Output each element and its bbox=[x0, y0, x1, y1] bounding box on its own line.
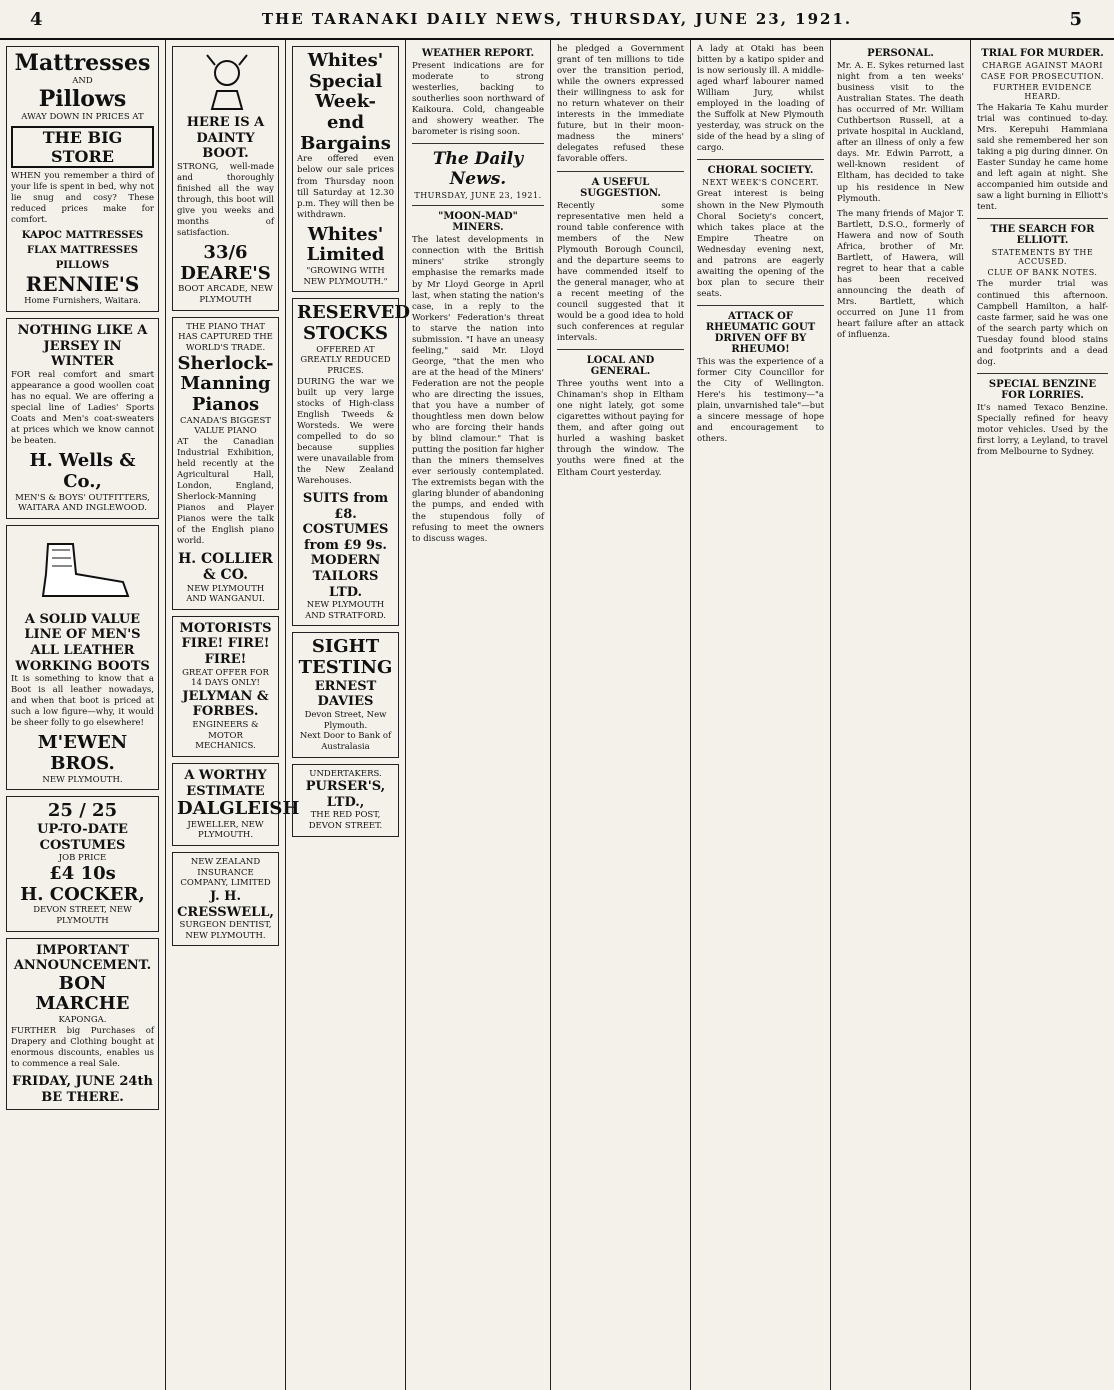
divider bbox=[557, 171, 684, 172]
purser-name: PURSER'S, LTD., bbox=[305, 779, 386, 810]
job-label: JOB PRICE bbox=[58, 853, 107, 864]
ad-title: Whites' Special Week-end Bargains bbox=[300, 50, 391, 154]
ad-body: WHEN you remember a third of your life is spent in bed, why not lie snug and cosy? These reduced prices make for comfort. bbox=[11, 171, 154, 226]
divider bbox=[697, 159, 824, 160]
job-price: £4 10s bbox=[49, 862, 116, 884]
ad-body: AT the Canadian Industrial Exhibition, held recently at the Agricultural Hall, London, England, Sherlock-Manning Pianos and Player Pianos were the talk of the English piano world. bbox=[177, 436, 274, 547]
trial-heading: TRIAL FOR MURDER. bbox=[981, 48, 1104, 59]
ad-sub: CANADA'S BIGGEST VALUE PIANO bbox=[180, 415, 271, 437]
wells-name: H. Wells & Co., bbox=[29, 450, 136, 492]
search-sub: STATEMENTS BY THE ACCUSED. bbox=[991, 248, 1094, 267]
insurance-ad bbox=[172, 852, 279, 946]
column-6 bbox=[690, 40, 830, 1390]
motorists-ad bbox=[172, 616, 279, 757]
cocker-name: H. COCKER, bbox=[20, 883, 145, 905]
modern-name: MODERN TAILORS LTD. bbox=[310, 553, 381, 600]
search-body: The murder trial was continued this afternoon. Campbell Hamilton, a half-caste farmer, said he was one of the search party which on Tuesday found blood stains and footprints and a dead dog. bbox=[977, 279, 1108, 367]
ad-tag: AWAY DOWN IN PRICES AT bbox=[21, 112, 144, 123]
rennie-sub: Home Furnishers, Waitara. bbox=[24, 296, 141, 307]
ad-title: Sherlock-Manning Pianos bbox=[177, 352, 274, 415]
local-heading: LOCAL AND GENERAL. bbox=[586, 355, 655, 378]
weather-body: Present indications are for moderate to strong westerlies, backing to southerlies soon northward of Kaikoura. Cold, changeable and showery weather. The barometer is rising soon. bbox=[412, 61, 544, 138]
article-body: he pledged a Government grant of ten millions to tide over the transition period, while the owners expressed their willingness to ask for no return whatever on their interests in the immediate future, but in their moon-madness the miners' delegates refused these favorable offers. bbox=[557, 44, 684, 165]
trial-sub-2: CASE FOR PROSECUTION. bbox=[980, 72, 1105, 81]
jersey-ad bbox=[6, 318, 159, 519]
modern-sub: NEW PLYMOUTH AND STRATFORD. bbox=[305, 600, 386, 621]
personal-body: Mr. A. E. Sykes returned last night from a ten weeks' business visit to the Australian States. The death has occurred of Mr. William Cuthbertson Russell, at a private hospital in Auckland, after an illness of only a few days. Mr. Edwin Parrott, a well-known resident of Eltham, has decided to take up his residence in New Plymouth. bbox=[837, 61, 964, 204]
dateline: THURSDAY, JUNE 23, 1921. bbox=[414, 191, 542, 201]
personal-body-2: The many friends of Major T. Bartlett, D.S.O., formerly of Hawera and now of South Africa, brother of Mr. Bartlett, of Hawera, will regret to hear that a cable has been received announcing the death of Mrs. Bartlett, which occurred on June 11 from heart failure after an attack of influenza. bbox=[837, 208, 964, 341]
ad-tag: UNDERTAKERS. bbox=[309, 768, 382, 779]
divider bbox=[977, 218, 1108, 219]
ad-body: It is something to know that a Boot is all leather nowadays, and when that boot is priced at such a low figure—why, it would be sheer folly to go elsewhere! bbox=[11, 674, 154, 729]
divider bbox=[977, 373, 1108, 374]
marche-name: BON MARCHE bbox=[35, 972, 130, 1015]
dalgleish-ad bbox=[172, 763, 300, 846]
editorial-body: The latest developments in connection with the British miners' strike strongly emphasise the remarks made by Mr Lloyd George in April last, when stating the nation's case, in a reply to the Workers' Federation's threat to starve the nation into submission. "I have an uneasy feeling," said Mr. Lloyd George, "that the men who are at the head of the Miners' Federation are not the people who are directing the issues, that you have a number of thoughtless men down below who are forcing their hands by blind clamour." That is putting the position far higher than the miners themselves ever seriously contemplated. The extremists began with the glaring blunder of abandoning the pumps, and ended with the stupendous folly of refusing to meet the owners to discuss wages. bbox=[412, 235, 544, 544]
search-sub-2: CLUE OF BANK NOTES. bbox=[987, 268, 1098, 278]
gout-heading: ATTACK OF RHEUMATIC GOUT DRIVEN OFF BY RHEUMO! bbox=[705, 310, 816, 355]
ad-title-2: Pillows bbox=[38, 85, 127, 112]
fire-sub: GREAT OFFER FOR 14 DAYS ONLY! bbox=[182, 667, 269, 689]
benzine-heading: SPECIAL BENZINE FOR LORRIES. bbox=[988, 378, 1097, 401]
choral-sub: NEXT WEEK'S CONCERT. bbox=[702, 178, 819, 188]
ad-title: A SOLID VALUE LINE OF MEN'S ALL LEATHER WORKING BOOTS bbox=[15, 611, 150, 674]
piano-ad bbox=[172, 317, 279, 610]
jelyman-sub: ENGINEERS & MOTOR MECHANICS. bbox=[192, 720, 259, 752]
page-number-left: 4 bbox=[30, 8, 45, 30]
nameplate: The Daily News. bbox=[432, 149, 524, 190]
ad-tag: UP-TO-DATE COSTUMES bbox=[37, 822, 128, 853]
cresswell-name: J. H. CRESSWELL, bbox=[177, 888, 274, 920]
sight-ad bbox=[292, 632, 399, 757]
flax-heading: FLAX MATTRESSES bbox=[27, 245, 138, 257]
editorial-heading: "MOON-MAD" MINERS. bbox=[438, 211, 518, 234]
divider bbox=[557, 349, 684, 350]
collier-sub: NEW PLYMOUTH AND WANGANUI. bbox=[186, 583, 265, 605]
ad-body: Are offered even below our sale prices from Thursday noon till Saturday at 12.30 p.m. They will then be withdrawn. bbox=[297, 154, 394, 220]
marche-ad bbox=[6, 938, 159, 1111]
ad-body: FOR real comfort and smart appearance a good woollen coat has no equal. We are offering a special line of Ladies' Sports Coats and Men's coat-sweaters at prices which we know cannot be beaten. bbox=[11, 369, 154, 447]
choral-heading: CHORAL SOCIETY. bbox=[707, 165, 814, 177]
column-4 bbox=[405, 40, 550, 1390]
divider bbox=[412, 205, 544, 206]
column-1 bbox=[0, 40, 165, 1390]
gout-body: This was the experience of a former City Councillor for the City of Wellington. Here's his testimony—"a plain, unvarnished tale"—but a sincere message of hope and encouragement to others. bbox=[697, 356, 824, 445]
column-5 bbox=[550, 40, 690, 1390]
masthead-title: THE TARANAKI DAILY NEWS, THURSDAY, JUNE 23, 1921. bbox=[261, 10, 853, 28]
divider bbox=[697, 305, 824, 306]
ad-title: MOTORISTS bbox=[179, 620, 272, 636]
trial-body: The Hakaria Te Kahu murder trial was continued to-day. Mrs. Kerepuhi Hammiana said she remembered her son taking a pig during dinner. On Easter Sunday he came home and left again at night. She accompanied him outside and saw a light burning in Elliott's tent. bbox=[977, 103, 1108, 213]
whites-ad bbox=[292, 46, 399, 292]
marche-sub: KAPONGA. bbox=[58, 1015, 107, 1026]
deare-sub: BOOT ARCADE, NEW PLYMOUTH bbox=[178, 284, 273, 306]
choral-body: Great interest is being shown in the New Plymouth Choral Society's concert, which takes place at the Empire Theatre on Wednesday evening next, and patrons are eagerly awaiting the opening of the box plan to secure their seats. bbox=[697, 189, 824, 299]
insurance-name: NEW ZEALAND INSURANCE COMPANY, LIMITED bbox=[180, 857, 271, 889]
column-8 bbox=[970, 40, 1114, 1390]
dalgleish-name: DALGLEISH bbox=[177, 798, 300, 820]
deare-name: DEARE'S bbox=[180, 262, 271, 284]
reserved-ad bbox=[292, 298, 411, 626]
davies-name: ERNEST DAVIES bbox=[314, 678, 377, 710]
rennie-name: RENNIE'S bbox=[25, 272, 140, 297]
store-name: THE BIG STORE bbox=[11, 126, 154, 168]
ad-tag: THE PIANO THAT HAS CAPTURED THE WORLD'S TRADE. bbox=[178, 321, 273, 353]
pillows-heading: PILLOWS bbox=[55, 260, 110, 272]
ad-head: A WORTHY ESTIMATE bbox=[184, 767, 267, 799]
benzine-body: It's named Texaco Benzine. Specially refined for heavy motor vehicles. Used by the first lorry, a Leyland, to travel from Melbourne to Sydney. bbox=[977, 402, 1108, 458]
fire-heading: FIRE! FIRE! FIRE! bbox=[181, 636, 270, 668]
announce: IMPORTANT ANNOUNCEMENT. bbox=[13, 942, 152, 974]
price: 25 / 25 bbox=[47, 800, 118, 822]
marche-foot: BE THERE. bbox=[41, 1089, 124, 1105]
jelyman-name: JELYMAN & FORBES. bbox=[182, 688, 269, 720]
mewen-sub: NEW PLYMOUTH. bbox=[42, 774, 123, 785]
kapoc-heading: KAPOC MATTRESSES bbox=[21, 230, 144, 242]
boot-illustration bbox=[28, 534, 138, 604]
collier-name: H. COLLIER & CO. bbox=[178, 551, 273, 584]
ad-title: RESERVED STOCKS bbox=[297, 302, 411, 345]
cresswell-sub: SURGEON DENTIST, NEW PLYMOUTH. bbox=[179, 920, 272, 941]
mattress-ad bbox=[6, 46, 159, 312]
masthead bbox=[0, 0, 1114, 40]
suggestion-body: Recently some representative men held a round table conference with members of the New Plymouth Borough Council, and the departure seems to have commended itself to the general manager, who at a recent meeting of the council suggested that it would be a good idea to hold such conferences at regular intervals. bbox=[557, 200, 684, 344]
mewen-name: M'EWEN BROS. bbox=[37, 732, 128, 775]
ad-title: SIGHT TESTING bbox=[298, 636, 393, 679]
whites-ltd: Whites' Limited bbox=[306, 223, 385, 266]
ad-head: HERE IS A DAINTY BOOT. bbox=[186, 115, 265, 162]
deare-ad bbox=[172, 46, 279, 311]
trial-sub-3: FURTHER EVIDENCE HEARD. bbox=[993, 83, 1092, 101]
marche-body: FURTHER big Purchases of Drapery and Clothing bought at enormous discounts, enables us to commence a real Sale. bbox=[11, 1025, 154, 1069]
suggestion-heading: A USEFUL SUGGESTION. bbox=[580, 176, 661, 199]
column-2 bbox=[165, 40, 300, 1390]
purser-sub: THE RED POST, DEVON STREET. bbox=[308, 810, 383, 831]
whites-sub: "GROWING WITH NEW PLYMOUTH." bbox=[303, 266, 388, 287]
cocker-sub: DEVON STREET, NEW PLYMOUTH bbox=[33, 905, 132, 926]
davies-next: Next Door to Bank of Australasia bbox=[299, 731, 392, 752]
ad-title: NOTHING LIKE A JERSEY IN WINTER bbox=[17, 323, 148, 370]
boot-price: 33/6 bbox=[203, 242, 248, 264]
ad-title: Mattresses bbox=[14, 50, 151, 76]
ad-sub: AND bbox=[72, 76, 93, 87]
page-number-right: 5 bbox=[1069, 8, 1084, 30]
undertakers-ad bbox=[292, 764, 399, 837]
column-7 bbox=[830, 40, 970, 1390]
wells-sub: MEN'S & BOYS' OUTFITTERS, WAITARA AND INGLEWOOD. bbox=[15, 492, 150, 514]
search-heading: THE SEARCH FOR ELLIOTT. bbox=[990, 224, 1095, 247]
divider bbox=[412, 143, 544, 144]
marche-date: FRIDAY, JUNE 24th bbox=[12, 1073, 153, 1089]
ad-sub: OFFERED AT GREATLY REDUCED PRICES. bbox=[300, 344, 391, 376]
ad-body: STRONG, well-made and thoroughly finished all the way through, this boot will give you weeks and months of satisfaction. bbox=[177, 161, 274, 239]
personal-heading: PERSONAL. bbox=[867, 48, 934, 59]
article-body: A lady at Otaki has been bitten by a katipo spider and is now seriously ill. A middle-aged wharf labourer named William Jury, whilst employed in the loading of the Suffolk at New Plymouth yesterday, was struck on the side of the head by a sling of cargo. bbox=[697, 44, 824, 154]
trial-sub: CHARGE AGAINST MAORI bbox=[982, 61, 1103, 70]
column-3 bbox=[285, 40, 411, 1390]
suits-price: SUITS from £8. COSTUMES from £9 9s. bbox=[302, 491, 389, 553]
jester-illustration bbox=[177, 51, 277, 111]
local-body: Three youths went into a Chinaman's shop in Eltham one night lately, got some cigarettes without paying for them, and after going out hurled a washing basket through the window. The youths were fined at the Eltham Court yesterday. bbox=[557, 379, 684, 478]
boots-ad bbox=[6, 525, 159, 791]
ad-body: DURING the war we built up very large stocks of High-class English Tweeds & Worsteds. We were compelled to do so because supplies were unavailable from the New Zealand Warehouses. bbox=[297, 376, 394, 487]
dalgleish-sub: JEWELLER, NEW PLYMOUTH. bbox=[187, 819, 264, 841]
davies-sub: Devon Street, New Plymouth. bbox=[304, 710, 387, 731]
cocker-ad bbox=[6, 796, 159, 931]
weather-heading: WEATHER REPORT. bbox=[421, 48, 535, 59]
